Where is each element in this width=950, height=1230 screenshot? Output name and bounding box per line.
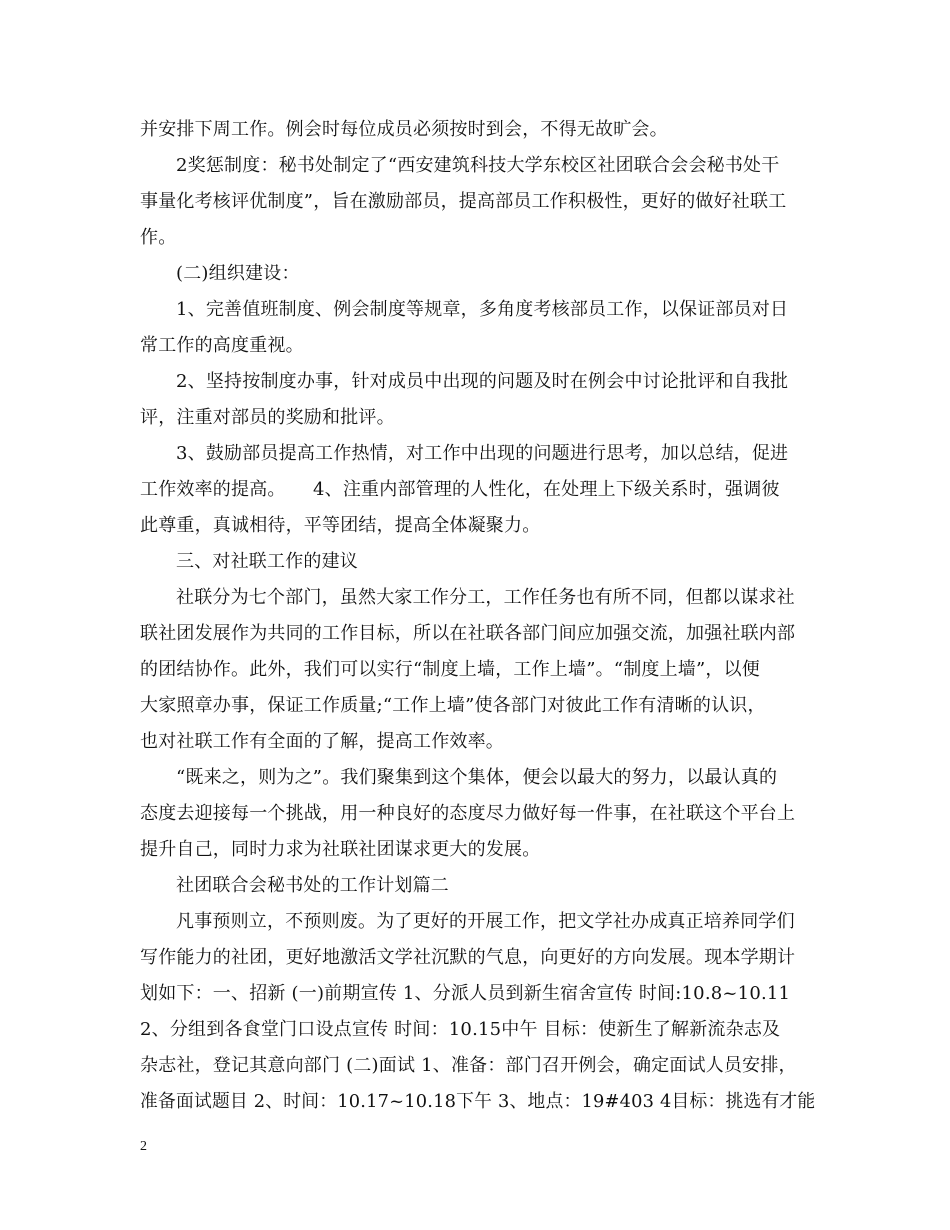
text-line: “既来之，则为之”。我们聚集到这个集体，便会以最大的努力，以最认真的	[176, 767, 778, 788]
text-line: 2、坚持按制度办事，针对成员中出现的问题及时在例会中讨论批评和自我批	[176, 371, 789, 392]
text-line: 评，注重对部员的奖励和批评。	[140, 407, 395, 428]
text-line: 凡事预则立，不预则废。为了更好的开展工作，把文学社办成真正培养同学们	[176, 911, 795, 932]
section-heading: (二)组织建设：	[176, 263, 300, 284]
text-line: 社联分为七个部门，虽然大家工作分工，工作任务也有所不同，但都以谋求社	[176, 587, 795, 608]
text-line: 写作能力的社团，更好地激活文学社沉默的气息，向更好的方向发展。现本学期计	[140, 947, 796, 968]
text-line: 事量化考核评优制度”，旨在激励部员，提高部员工作积极性，更好的做好社联工	[140, 191, 787, 212]
page-number: 2	[140, 1139, 147, 1154]
text-line: 杂志社，登记其意向部门 (二)面试 1、准备：部门召开例会，确定面试人员安排，	[140, 1055, 797, 1076]
text-line: 准备面试题目 2、时间：10.17~10.18下午 3、地点：19#403 4目标：挑选有才能	[140, 1091, 816, 1112]
text-line: 也对社联工作有全面的了解，提高工作效率。	[140, 731, 504, 752]
text-line: 常工作的高度重视。	[140, 335, 304, 356]
text-line: 3、鼓励部员提高工作热情，对工作中出现的问题进行思考，加以总结，促进	[176, 443, 789, 464]
text-line: 态度去迎接每一个挑战，用一种良好的态度尽力做好每一件事，在社联这个平台上	[140, 803, 796, 824]
text-line: 并安排下周工作。例会时每位成员必须按时到会，不得无故旷会。	[140, 119, 668, 140]
text-line: 2奖惩制度：秘书处制定了“西安建筑科技大学东校区社团联合会会秘书处干	[176, 155, 780, 176]
section-heading: 三、对社联工作的建议	[176, 551, 358, 572]
text-line: 联社团发展作为共同的工作目标，所以在社联各部门间应加强交流，加强社联内部	[140, 623, 796, 644]
text-line: 此尊重，真诚相待，平等团结，提高全体凝聚力。	[140, 515, 541, 536]
section-heading: 社团联合会秘书处的工作计划篇二	[176, 875, 449, 896]
text-line: 2、分组到各食堂门口设点宣传 时间：10.15中午 目标：使新生了解新流杂志及	[140, 1019, 781, 1040]
text-line: 工作效率的提高。 4、注重内部管理的人性化，在处理上下级关系时，强调彼	[140, 479, 780, 500]
text-line: 1、完善值班制度、例会制度等规章，多角度考核部员工作，以保证部员对日	[176, 299, 789, 320]
text-line: 作。	[140, 227, 177, 248]
text-line: 提升自己，同时力求为社联社团谋求更大的发展。	[140, 839, 541, 860]
text-line: 的团结协作。此外，我们可以实行“制度上墙，工作上墙”。“制度上墙”，以便	[140, 659, 761, 680]
text-line: 大家照章办事，保证工作质量;“工作上墙”使各部门对彼此工作有清晰的认识，	[140, 695, 766, 716]
text-line: 划如下：一、招新 (一)前期宣传 1、分派人员到新生宿舍宣传 时间:10.8~10.11	[140, 983, 791, 1004]
